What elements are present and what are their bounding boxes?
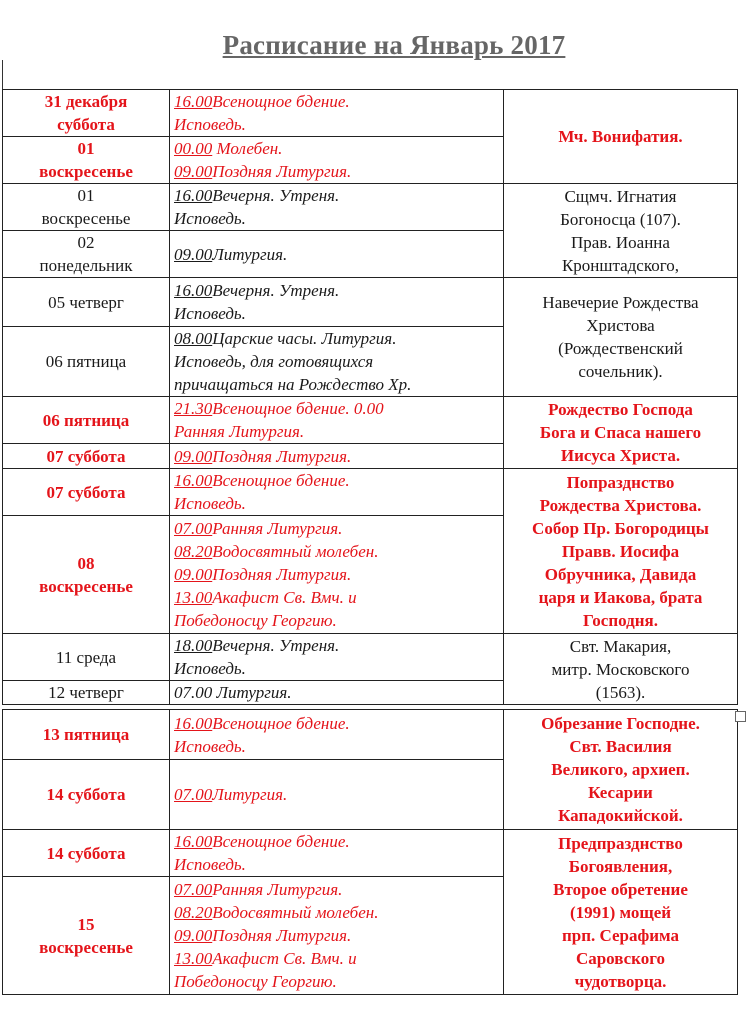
service-text: Исповедь. [174, 494, 246, 513]
service-line [174, 970, 499, 993]
date-text: суббота [57, 115, 115, 134]
service-line [174, 184, 499, 207]
service-line [174, 397, 499, 420]
service-line [174, 586, 499, 609]
service-time: 08.20 [174, 542, 213, 561]
feast-text: Рождества Христова. [539, 495, 702, 515]
feast-text: Попразднство [566, 472, 675, 492]
feast-text: Саровского [575, 948, 666, 968]
date-text: 01 [77, 186, 95, 205]
feast-text: Бога и Спаса нашего [539, 423, 702, 442]
date-text: 07 суббота [46, 446, 126, 466]
feast-text: царя и Иакова, брата [538, 587, 703, 607]
service-text: Поздняя Литургия. [212, 162, 352, 181]
date-text: 01 [77, 139, 95, 158]
services-cell [170, 710, 504, 760]
feast-text: Обрезание Господне. [541, 714, 700, 733]
feast-text: Свт. Василия [569, 737, 672, 756]
feast-cell [504, 469, 738, 634]
service-time: 21.30 [174, 399, 213, 418]
feast-cell [504, 90, 738, 184]
service-text: Водосвятный молебен. [212, 903, 379, 922]
service-time: 09.00 [174, 162, 213, 181]
service-time: 16.00 [174, 281, 213, 300]
service-line [174, 634, 499, 657]
service-text: Всенощное бдение. [212, 471, 350, 490]
date-text: 07 суббота [46, 482, 126, 502]
services-cell [170, 634, 504, 681]
service-time: 16.00 [174, 186, 213, 205]
date-cell [3, 184, 170, 231]
service-text: Поздняя Литургия. [212, 565, 352, 584]
date-text: 13 пятница [42, 725, 130, 744]
feast-text: Прав. Иоанна [571, 232, 670, 252]
service-text: Исповедь. [174, 736, 246, 756]
service-line [174, 160, 499, 183]
date-cell [3, 681, 170, 705]
service-line [174, 469, 499, 492]
service-text: Поздняя Литургия. [212, 926, 352, 945]
services-cell [170, 830, 504, 877]
service-line [174, 113, 499, 136]
service-line [174, 563, 499, 586]
service-line [174, 901, 499, 924]
service-text: Исповедь. [174, 304, 246, 323]
service-text: Литургия. [212, 244, 288, 264]
feast-cell [504, 634, 738, 705]
date-cell [3, 278, 170, 327]
service-time: 16.00 [174, 713, 213, 733]
date-text: воскресенье [41, 209, 131, 228]
service-time: 18.00 [174, 636, 213, 655]
feast-text: Богоносца (107). [560, 209, 681, 229]
service-time: 16.00 [174, 832, 213, 851]
service-time: 00.00 [174, 139, 213, 158]
service-line [174, 350, 499, 373]
feast-text: Кронштадского, [561, 255, 680, 275]
service-text: Акафист Св. Вмч. и [212, 588, 357, 607]
service-line [174, 783, 499, 806]
feast-text: Великого, архиеп. [551, 760, 690, 779]
service-time: 07.00 [174, 519, 213, 538]
feast-text: Свт. Макария, [569, 636, 672, 656]
table-row [3, 469, 738, 516]
service-time: 13.00 [174, 949, 213, 968]
service-line [174, 207, 499, 230]
service-text: Исповедь. [174, 659, 246, 678]
date-cell [3, 710, 170, 760]
service-line [174, 373, 499, 396]
service-line [174, 445, 499, 468]
date-text: 14 суббота [46, 843, 126, 863]
date-text: 15 [77, 914, 95, 934]
table-corner-mark [2, 60, 3, 90]
feast-cell [504, 397, 738, 469]
table-row [3, 397, 738, 444]
service-line [174, 712, 499, 735]
feast-text: Богоявления, [568, 856, 673, 876]
feast-text: (1991) мощей [569, 902, 672, 922]
services-cell [170, 184, 504, 231]
services-cell [170, 877, 504, 995]
date-cell [3, 137, 170, 184]
service-text: Всенощное бдение. 0.00 [212, 399, 384, 418]
feast-text: Христова [586, 316, 655, 335]
service-text: Водосвятный молебен. [212, 542, 379, 561]
feast-text: Кесарии [588, 783, 653, 802]
services-cell [170, 90, 504, 137]
services-cell [170, 137, 504, 184]
service-text: Акафист Св. Вмч. и [212, 949, 357, 968]
service-time: 07.00 [174, 785, 213, 804]
service-text: Всенощное бдение. [212, 713, 350, 733]
table-row [3, 90, 738, 137]
services-cell [170, 444, 504, 469]
date-text: понедельник [39, 256, 133, 275]
table-row [3, 830, 738, 877]
date-cell [3, 634, 170, 681]
service-time: 16.00 [174, 92, 213, 111]
service-text: Исповедь. [174, 855, 246, 874]
services-cell [170, 760, 504, 830]
date-cell [3, 877, 170, 995]
service-time: 09.00 [174, 446, 213, 466]
resize-handle[interactable] [735, 711, 746, 722]
date-cell [3, 397, 170, 444]
table-row [3, 634, 738, 681]
service-line [174, 878, 499, 901]
service-line [174, 657, 499, 680]
service-line [174, 302, 499, 325]
date-text: 08 [77, 553, 95, 573]
services-cell [170, 231, 504, 278]
service-line [174, 853, 499, 876]
date-text: воскресенье [39, 937, 133, 957]
date-cell [3, 830, 170, 877]
feast-cell [504, 184, 738, 278]
date-text: воскресенье [39, 576, 133, 596]
feast-cell [504, 830, 738, 995]
service-line [174, 420, 499, 443]
service-time: 09.00 [174, 926, 213, 945]
service-line [174, 137, 499, 160]
feast-text: Мч. Вонифатия. [558, 127, 683, 146]
date-cell [3, 516, 170, 634]
service-text: Ранняя Литургия. [212, 519, 343, 538]
table-row [3, 710, 738, 760]
feast-text: (Рождественский [558, 339, 683, 358]
feast-text: чудотворца. [574, 971, 667, 991]
feast-text: сочельник). [578, 362, 663, 381]
service-line [174, 243, 499, 266]
service-text: Победоносцу Георгию. [174, 972, 337, 991]
services-cell [170, 327, 504, 397]
service-line [174, 517, 499, 540]
service-time: 09.00 [174, 244, 213, 264]
service-line [174, 327, 499, 350]
service-line [174, 540, 499, 563]
service-line [174, 279, 499, 302]
feast-text: Сщмч. Игнатия [564, 186, 677, 206]
date-cell [3, 327, 170, 397]
service-line [174, 609, 499, 632]
service-time: 07.00 [174, 880, 213, 899]
schedule-table-2 [2, 709, 738, 995]
page-title: Расписание на Январь 2017 [222, 30, 566, 60]
date-text: 02 [77, 233, 95, 252]
service-text: Исповедь. [174, 209, 246, 228]
service-text: Всенощное бдение. [212, 832, 350, 851]
service-line [174, 947, 499, 970]
feast-cell [504, 710, 738, 830]
date-text: 14 суббота [46, 785, 126, 804]
service-time: 16.00 [174, 471, 213, 490]
service-text: Поздняя Литургия. [212, 446, 352, 466]
service-text: 07.00 Литургия. [174, 683, 292, 702]
service-text: Всенощное бдение. [212, 92, 350, 111]
service-text: Исповедь. [174, 115, 246, 134]
service-time: 13.00 [174, 588, 213, 607]
date-text: 06 пятница [45, 352, 127, 371]
feast-text: митр. Московского [551, 659, 690, 679]
services-cell [170, 278, 504, 327]
service-time: 08.20 [174, 903, 213, 922]
service-line [174, 830, 499, 853]
feast-text: Обручника, Давида [544, 564, 697, 584]
feast-text: Предпразднство [558, 833, 683, 853]
feast-text: Правв. Иосифа [561, 541, 680, 561]
schedule-table-1 [2, 89, 738, 705]
service-time: 09.00 [174, 565, 213, 584]
feast-text: Иисуса Христа. [560, 446, 681, 465]
date-cell [3, 469, 170, 516]
feast-text: Кападокийской. [558, 806, 683, 825]
service-line [174, 90, 499, 113]
service-text: причащаться на Рождество Хр. [174, 375, 412, 394]
date-cell [3, 760, 170, 830]
services-cell [170, 397, 504, 444]
service-text: Ранняя Литургия. [212, 880, 343, 899]
feast-text: Господня. [582, 610, 658, 630]
table-row [3, 278, 738, 327]
service-text: Вечерня. Утреня. [212, 186, 340, 205]
date-cell [3, 231, 170, 278]
table-row [3, 184, 738, 231]
date-text: 06 пятница [42, 410, 130, 430]
date-text: воскресенье [39, 162, 133, 181]
service-text: Исповедь, для готовящихся [174, 352, 374, 371]
services-cell [170, 469, 504, 516]
services-cell [170, 681, 504, 705]
service-time: 08.00 [174, 329, 213, 348]
service-text: Вечерня. Утреня. [212, 636, 340, 655]
date-text: 31 декабря [44, 92, 128, 111]
service-line [174, 924, 499, 947]
feast-text: (1563). [595, 682, 646, 702]
feast-text: Собор Пр. Богородицы [532, 518, 709, 538]
service-text: Победоносцу Георгию. [174, 611, 337, 630]
feast-text: Второе обретение [553, 879, 688, 899]
service-text: Царские часы. Литургия. [212, 329, 397, 348]
service-line [174, 735, 499, 758]
services-cell [170, 516, 504, 634]
service-line [174, 681, 499, 704]
service-line [174, 492, 499, 515]
feast-text: Рождество Господа [548, 400, 693, 419]
service-text: Литургия. [212, 785, 288, 804]
date-text: 05 четверг [48, 292, 124, 312]
service-text: Ранняя Литургия. [174, 422, 305, 441]
feast-cell [504, 278, 738, 397]
feast-text: прп. Серафима [561, 925, 680, 945]
date-text: 12 четверг [48, 683, 124, 702]
service-text: Вечерня. Утреня. [212, 281, 340, 300]
date-cell [3, 90, 170, 137]
date-text: 11 среда [55, 647, 117, 667]
service-text: Молебен. [212, 139, 283, 158]
feast-text: Навечерие Рождества [542, 293, 699, 312]
date-cell [3, 444, 170, 469]
